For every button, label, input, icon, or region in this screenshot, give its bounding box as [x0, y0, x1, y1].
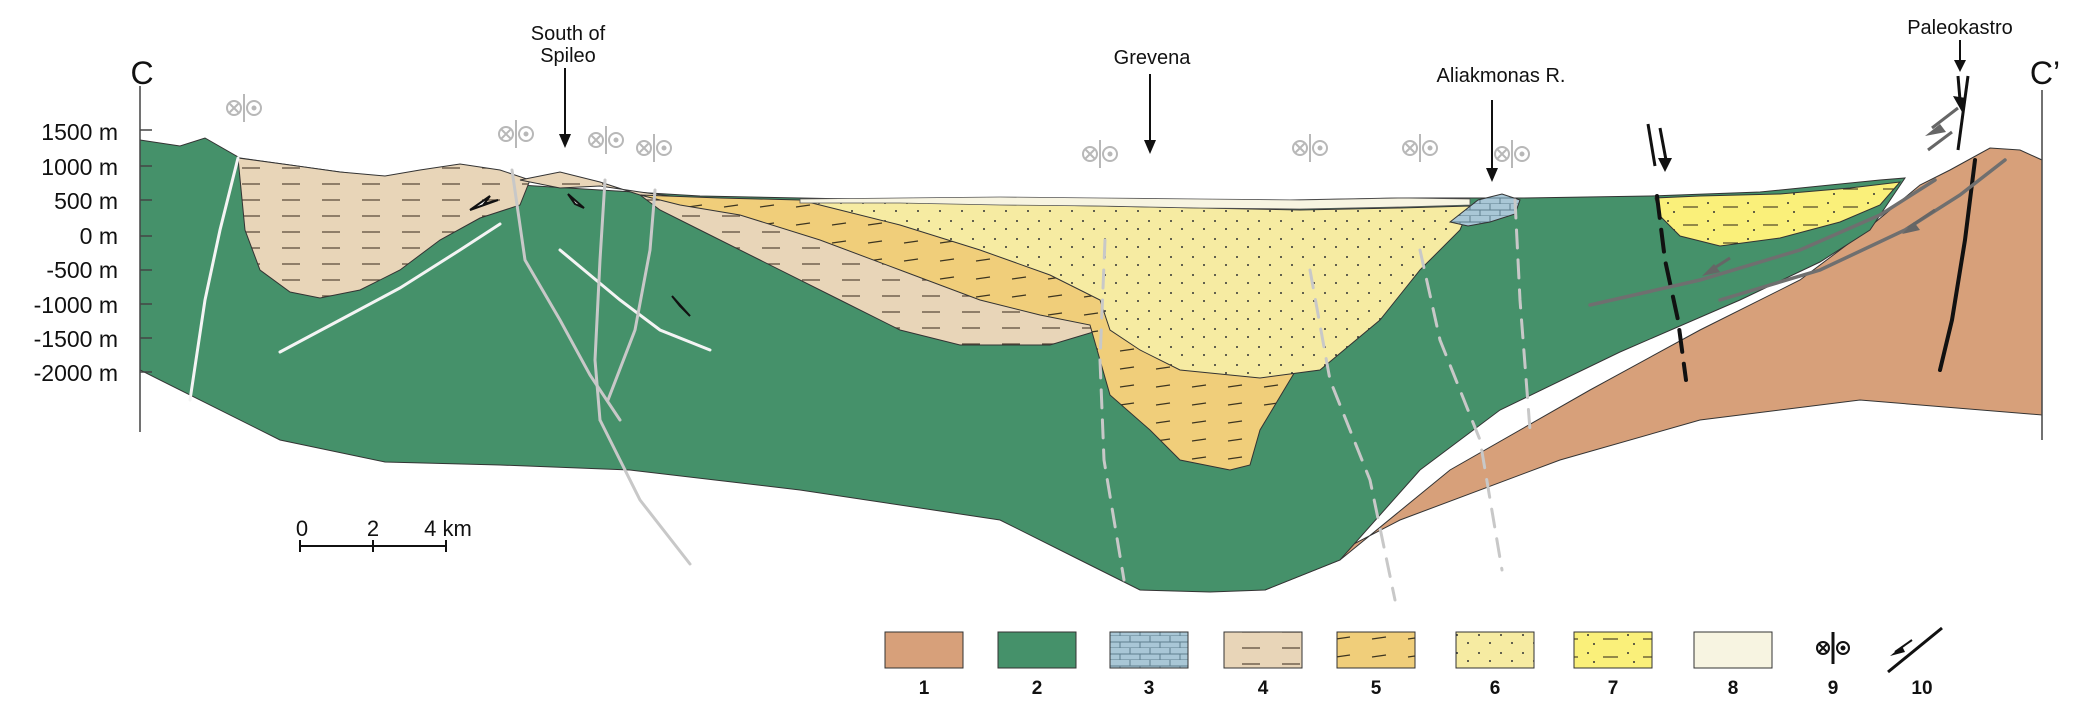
- strike-slip-symbol-3: [589, 126, 623, 154]
- section-end-left: C: [130, 55, 154, 91]
- legend-num-6: 6: [1489, 678, 1501, 699]
- place-spileo-line2: Spileo: [540, 45, 596, 67]
- strike-slip-symbol-6: [1293, 134, 1327, 162]
- normal-fault-symbols: [1648, 76, 1968, 172]
- legend-item-8: [1694, 632, 1772, 699]
- place-south-of-spileo: [531, 23, 606, 148]
- section-end-right: C’: [2029, 55, 2061, 91]
- place-grevena: [1114, 47, 1192, 154]
- elev-label-1500: 1500 m: [41, 119, 118, 145]
- strike-slip-symbol-2: [499, 120, 533, 148]
- normal-fault-mark-2: [1953, 76, 1968, 150]
- legend-item-9: [1817, 632, 1849, 699]
- elev-label-1000: 1000 m: [41, 154, 118, 180]
- strike-slip-symbol-5: [1083, 140, 1117, 168]
- legend-strike-slip-icon: [1817, 632, 1849, 664]
- legend-item-1: [885, 632, 963, 699]
- legend-num-10: 10: [1911, 678, 1933, 699]
- legend-thrust-arrow-icon: [1888, 628, 1942, 672]
- strike-slip-symbol-7: [1403, 134, 1437, 162]
- legend-num-4: 4: [1257, 678, 1269, 699]
- elev-label-minus1500: -1500 m: [33, 326, 118, 352]
- legend-num-5: 5: [1370, 678, 1382, 699]
- strike-slip-symbols: [227, 94, 1529, 168]
- scale-bar: [296, 516, 472, 552]
- elevation-axis: [34, 86, 152, 432]
- scale-tick-2: 2: [366, 516, 380, 541]
- legend-item-6: [1456, 632, 1534, 699]
- strike-slip-symbol-4: [637, 134, 671, 162]
- legend-item-5: [1337, 632, 1415, 699]
- legend-num-2: 2: [1031, 678, 1043, 699]
- scale-tick-0: 0: [295, 516, 309, 541]
- place-spileo-line1: South of: [530, 23, 606, 45]
- place-aliakmonas-label: Aliakmonas R.: [1436, 65, 1566, 87]
- scale-tick-4km: 4 km: [424, 516, 472, 541]
- legend-item-4: [1224, 632, 1302, 699]
- elev-label-minus2000: -2000 m: [33, 360, 118, 386]
- strike-slip-symbol-8: [1495, 140, 1529, 168]
- legend-num-1: 1: [918, 678, 930, 699]
- legend: [885, 628, 1942, 699]
- legend-item-7: [1574, 632, 1652, 699]
- elev-label-0: 0 m: [79, 223, 118, 249]
- legend-num-7: 7: [1607, 678, 1619, 699]
- legend-item-2: [998, 632, 1076, 699]
- place-grevena-label: Grevena: [1113, 47, 1191, 69]
- normal-fault-mark-1: [1648, 124, 1672, 172]
- elev-label-minus1000: -1000 m: [33, 292, 118, 318]
- place-aliakmonas: [1437, 65, 1566, 182]
- elev-label-500: 500 m: [54, 188, 118, 214]
- legend-num-8: 8: [1727, 678, 1739, 699]
- strike-slip-symbol-1: [227, 94, 261, 122]
- place-paleokastro-label: Paleokastro: [1907, 17, 2013, 39]
- place-paleokastro: [1907, 17, 2013, 72]
- elev-label-minus500: -500 m: [46, 257, 118, 283]
- legend-item-3: [1110, 632, 1188, 699]
- legend-item-10: [1888, 628, 1942, 699]
- legend-num-9: 9: [1827, 678, 1839, 699]
- legend-num-3: 3: [1143, 678, 1155, 699]
